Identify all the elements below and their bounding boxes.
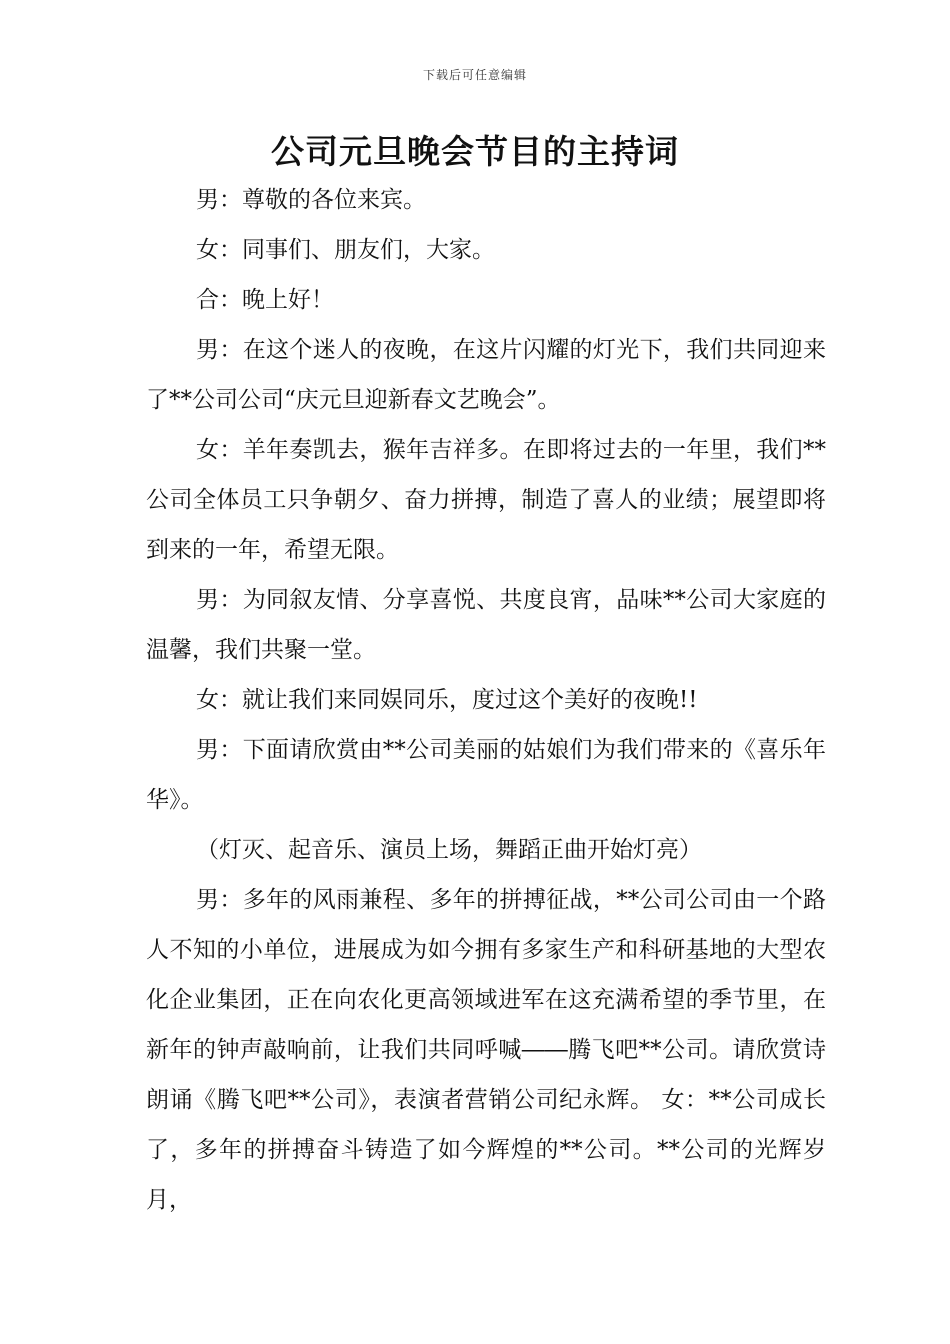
paragraph: 女：就让我们来同娱同乐，度过这个美好的夜晚!! [196, 687, 698, 713]
paragraph: 男：为同叙友情、分享喜悦、共度良宵，品味**公司大家庭的温馨，我们共聚一堂。 [146, 587, 826, 663]
paragraph: 女：羊年奏凯去，猴年吉祥多。在即将过去的一年里，我们**公司全体员工只争朝夕、奋力拼搏，制造了喜人的业绩；展望即将到来的一年，希望无限。 [146, 437, 826, 563]
header-note: 下载后可任意编辑 [422, 68, 527, 82]
paragraph: 男：下面请欣赏由**公司美丽的姑娘们为我们带来的《喜乐年华》。 [146, 737, 826, 813]
document-body [146, 175, 826, 1225]
paragraph: 女：同事们、朋友们，大家。 [196, 237, 495, 263]
paragraph: （灯灭、起音乐、演员上场，舞蹈正曲开始灯亮） [196, 837, 702, 863]
paragraph: 合：晚上好！ [196, 287, 334, 313]
document-title: 公司元旦晚会节目的主持词 [271, 132, 679, 171]
paragraph: 男：在这个迷人的夜晚，在这片闪耀的灯光下，我们共同迎来了**公司公司“庆元旦迎新春文艺晚会”。 [146, 337, 826, 413]
paragraph: 男：尊敬的各位来宾。 [196, 187, 426, 213]
paragraph: 男：多年的风雨兼程、多年的拼搏征战，**公司公司由一个路人不知的小单位，进展成为如今拥有多家生产和科研基地的大型农化企业集团，正在向农化更高领域进军在这充满希望的季节里，在新年的钟声敲响前，让我们共同呼喊――腾飞吧**公司。请欣赏诗朗诵《腾飞吧**公司》，表演者营销公司纪永辉。 女：**公司成长了，多年的拼搏奋斗铸造了如今辉煌的**公司。**公司的光辉岁月， [146, 887, 826, 1213]
